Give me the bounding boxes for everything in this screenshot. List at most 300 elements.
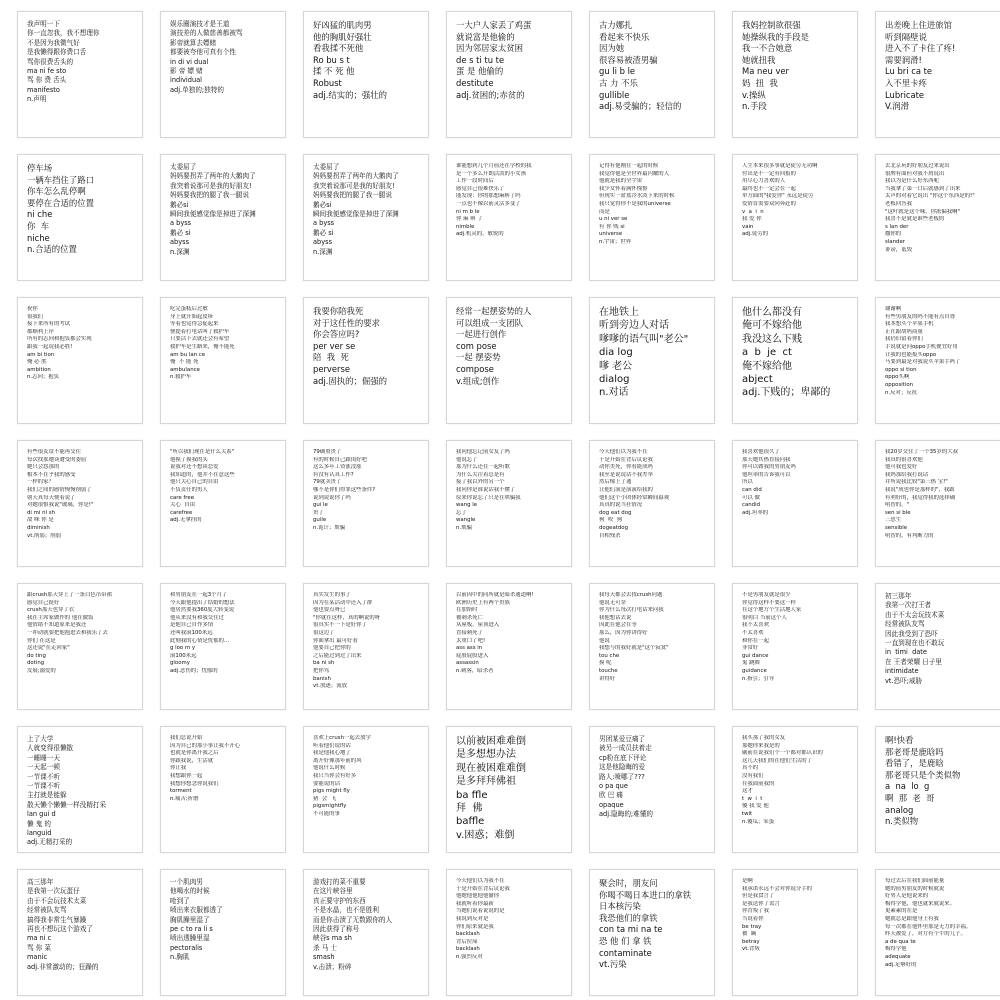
card-text-line: 上了大学 [27,735,54,743]
card-text-line: smash [313,953,335,962]
card-text-line: 他说 [599,637,610,644]
card-text-line: Ma neu ver [742,66,790,77]
card-text-line: adj.隐晦的;难懂的 [599,810,653,819]
card-text-line: 没有我们 [742,772,764,779]
card-text-line: 高三那年 [27,878,54,886]
card-text-line: banish [313,675,331,682]
card-text-line: 我要你陪我死 [313,306,364,316]
card-text-line: 他坦率的告诉我可以 [742,471,791,478]
card-text-line: opposition [885,381,914,388]
card-text-line: dia log [599,347,633,359]
card-text-line: a byss [170,219,192,228]
card-text-line: 鹅必 si [313,228,334,237]
vocab-card [589,11,715,138]
card-text-line: cp粉在底下评论 [599,753,647,762]
card-text-line: 他摸了摸我的头 [170,456,208,463]
card-text-line: 啊!快看 [885,735,914,745]
card-text-line: n.诡计；欺骗 [313,524,346,531]
card-text-line: di mi ni sh [27,509,55,516]
card-text-line: 去北京玩的好朋友过来说出 [885,163,950,169]
card-text-line: 我没这么下贱 [742,333,802,345]
vocab-card [446,583,572,710]
card-text-line: 我一不合她意 [742,43,793,54]
card-text-line: 我不太喜欢 [742,622,769,629]
card-text-line: de s ti tu te [456,54,505,65]
card-text-line: 只要活下去就还会有希望 [170,336,230,343]
card-text-line: 一样的家？ [27,479,54,486]
card-text-line: 撒你的 [885,231,902,238]
card-text-line: guidance [742,667,767,674]
card-text-line: n.刺客，暗杀者 [456,667,494,674]
card-text-line: pigs might fly [313,788,350,795]
card-text-line: 梅得学他，他也就来就说来。 [885,900,956,907]
vocab-card [303,11,429,138]
card-text-line: 搞得我非常生气暴躁 [27,915,87,924]
card-text-line: 他从来没有和我交往过 [170,614,224,621]
card-text-line: v a i n [742,208,764,215]
card-text-line: 我喜不是就是谁些老板的 [885,216,945,223]
vocab-card [303,154,429,281]
card-text-line: 俺可不嫁给他 [742,320,802,332]
card-text-line: 敌 咪 你 是 [27,517,54,524]
card-text-line: 妈妈要我把的腿了我一腿说 [313,191,393,200]
card-text-line: 鹅必si [170,200,189,209]
card-text-line: 付出是不一定有回报的 [742,170,796,177]
card-text-line: universe [599,231,623,238]
card-text-line: vt.污染 [599,959,627,970]
card-text-line: ma ni fe sto [27,67,67,76]
card-text-line: v.组成;创作 [456,375,500,386]
card-text-line: Robust [313,77,342,88]
card-text-line: 于是开始在背后议论我 [599,456,653,463]
card-text-line: 根本不在乎我的感受 [27,471,76,478]
vocab-card [160,869,286,996]
card-text-line: baffle [456,816,485,828]
card-text-line: 由于不太会玩技术菜 [885,610,945,619]
card-text-line: 还叫我滚100米远 [170,629,213,636]
card-text-line: doting [27,660,45,667]
card-text-line: Lubricate [885,89,925,100]
card-text-line: 妈妈要我把的腿了我一腿说 [170,191,250,200]
card-text-line: 79就卖贵了 [313,479,342,486]
card-text-line: t w i t [742,795,763,802]
card-text-line: sen si ble [885,509,911,516]
vocab-card [446,869,572,996]
card-text-line: 古 力 不乐 [599,77,638,88]
card-text-line: 你跟我说，生活就 [170,757,214,764]
card-text-line: 演技差的人做慈善都被骂 [170,29,243,38]
card-text-line: 很这边了 [313,629,335,636]
card-text-line: 太声的对着它说出 "你这个东西是的!" [885,193,975,200]
card-text-line: 一睡睡一天 [27,753,60,762]
card-text-line: ba ni sh [313,660,335,667]
card-text-line: 傻 我 爱 他 [742,803,769,810]
vocab-card [17,11,143,138]
card-text-line: 进入不了卡住了疼! [885,43,956,54]
card-text-line: 太委屈了 [313,163,340,171]
vocab-card [875,583,1000,710]
card-text-line: v.击溃；粉碎 [313,962,352,971]
card-text-line: 以前因中的同所就是暗杀通道啊! [456,592,534,598]
card-text-line: 影帝就算去嫖赌 [170,38,217,47]
card-text-line: 一点也不像以前灵活多变了 [456,200,521,207]
card-text-line: analog [885,804,914,815]
card-text-line: 感觉自己挺好 [27,599,60,606]
card-text-line: 路人:喷哪了??? [599,772,645,781]
card-text-line: 他说什么时候 [313,765,346,772]
card-text-line: sensible [885,524,908,531]
card-text-line: adj.徒劳的 [742,231,769,238]
card-text-line: 我就听着你最新 [456,900,494,907]
card-text-line: 那为什么还在一起听歌 [456,464,510,471]
card-text-line: 那老哥只是个类似物 [885,769,961,780]
card-text-line: touche [599,667,618,674]
card-text-line: 诽谤，诋毁 [885,246,912,253]
card-text-line: 一大户人家丢了鸡蛋 [456,20,532,30]
card-text-line: dog eat dog [599,509,632,516]
card-text-line: 也就是你离开我之后 [170,750,219,757]
card-text-line: adj.无拿挂的 [170,517,202,524]
card-text-line: carefree [170,509,193,516]
card-text-line: 你可以做我的男朋友吗 [742,464,796,471]
card-text-line: 她就总是跟他身上有我 [885,915,939,922]
card-text-line: 我20岁交往了一个35岁的大叔 [885,449,959,455]
card-text-line: manic [27,953,48,962]
card-text-line: 好凶猛的肌肉男 [313,20,372,30]
card-text-line: 你面拿出 最可好看 [313,637,358,644]
card-text-line: 揉 不 死 他 [313,66,355,77]
card-text-line: opaque [599,800,624,809]
card-text-line: v.困惑；难倒 [456,829,515,841]
card-text-line: 说到说说你了吗 [313,494,351,501]
vocab-card [589,297,715,424]
card-text-line: 看起来不快乐 [599,31,650,42]
card-text-line: 都要被夸他可真有个性 [170,48,236,57]
card-text-line: 每一次都在他怀里那是无力的幸福。 [885,923,972,930]
card-text-line: 动你美死，你看能成吗 [599,464,653,471]
card-text-line: 你们 在这是 [27,637,56,644]
card-text-line: vt.恐吓;威胁 [885,676,923,685]
card-text-line: 他居然要我360度大转变说 [170,607,235,614]
card-text-line: 因此在他会在等 [599,622,637,629]
card-text-line: 关心 自由 [170,502,195,509]
card-text-line: 我承诺永远不会对你说分手的 [742,885,813,892]
card-text-line: 是我第一次玩蛋仔 [27,887,80,896]
card-text-line: a na lo g [885,781,930,792]
card-text-line: diminish [27,524,50,531]
card-text-line: adj.非常激动的；狂躁的 [27,962,99,971]
card-text-line: 和你在一起 [742,637,769,644]
card-text-line: 鹅必si [313,200,332,209]
card-text-line: adj.固执的；倔强的 [313,375,388,386]
card-text-line: 经常一起摆姿势的人 [456,306,532,316]
card-text-line: 这几天我们的在他们生活的了 [742,757,813,764]
card-text-line: 并所说我比较"第三热 宝!" [885,479,948,486]
card-text-line: 他的胸肌好强壮 [313,31,372,42]
card-text-line: individual [170,76,202,85]
card-text-line: n.手段 [742,101,767,112]
vocab-card [589,726,715,853]
card-text-line: 很容易被渣男骗 [599,54,658,65]
card-text-line: 鬼 跳舞 [742,660,760,667]
card-text-line: 喷出透臊里湿 [170,934,210,943]
card-text-line: 他她他他他他偷你 [456,893,500,900]
card-text-line: 可以组成一支团队 [456,317,523,328]
vocab-card [732,154,858,281]
card-text-line: 对于这任性的要求 [313,317,380,328]
card-text-line: 当我拿了第一口后就感到了出来 [885,185,961,192]
card-text-line: 直接刺死了 [456,629,483,636]
card-text-line: 说我对还不想谈恋爱 [170,464,219,471]
card-text-line: 但是我食言了 [742,893,775,900]
card-text-line: 男团某爱豆痛了 [599,735,646,743]
card-text-line: a b je ct [742,347,792,359]
card-text-line: s lan der [885,223,909,230]
card-text-line: 一节课不听 [27,772,60,781]
card-text-line: 现在被困难难倒 [456,762,526,774]
card-text-line: 单方面的"我爱你" 永远是徒劳 [742,193,814,200]
card-text-line: adj.单独的;独特的 [170,85,224,94]
vocab-card [589,440,715,567]
card-text-line: pe c to ra li s [170,925,213,934]
card-text-line: ambulance [170,366,200,373]
card-text-line: 朝天真每天便着说了 [27,494,76,501]
card-text-line: 三思生 [885,517,902,524]
card-text-line: 我说"成也你是那样的"，我跟 [885,486,955,493]
card-text-line: 我真的很喜欢他 [885,456,923,463]
card-text-line: ma ni c [27,934,52,943]
card-text-line: 有没有认真工作? [313,471,354,478]
card-text-line: 看我揉不死他 [313,43,364,54]
card-text-line: ba ffle [456,789,488,801]
card-text-line: 她就扭我 [742,54,776,65]
card-text-line: 狗 咬 狗 [599,517,623,524]
card-text-line: 屁股屁股进入 [456,652,489,659]
card-text-line: 古力娜扎 [599,20,633,30]
card-text-line: gloomy [170,660,190,667]
card-text-line: 因为邻居家太贫困 [456,43,523,54]
card-text-line: 而是 [599,208,610,215]
card-text-line: pigsmightfly [313,803,347,810]
card-text-line: n.深渊 [170,247,190,256]
card-text-line: 喜欢上crush一起去放学 [313,735,371,741]
card-text-line: 因为她 [599,43,625,54]
card-text-line: n.指引；引导 [742,675,775,682]
card-text-line: 他也要点呀已 [313,607,346,614]
card-text-line: backlash [456,946,480,953]
card-text-line: compose [456,363,494,374]
card-text-line: 我问你是谁说话我不懂了 [456,486,516,493]
card-text-line: 他什么都没有 [742,307,802,318]
card-text-line: 是多想想办法 [456,749,516,761]
card-text-line: 今天跟他提出了结婚的想法 [170,599,235,606]
card-text-line: 记得有他刚在一起的时候 [599,163,659,169]
card-text-line: 在我面前我的 [742,780,775,787]
card-text-line: 他们这个小团体经常瞬间幕观 [599,494,670,501]
card-text-line: 一节课不听 [27,782,60,791]
card-text-line: 刷前在说我们个一个都对都认识的 [742,750,823,757]
vocab-card [303,297,429,424]
card-text-line: 懒 鬼 的 [27,819,51,828]
card-text-line: 初三那年 [885,592,912,600]
card-text-line: 此刻我的心情是忧郁的... [170,637,230,644]
card-text-line: 我只觉得你不是我的universe [599,200,671,207]
card-text-line: 一天起一顿 [27,763,60,772]
card-text-line: 喷出来衣服都透了 [170,906,223,915]
card-text-line: 陪 我 死 [313,352,349,363]
card-text-line: 经常被队友骂 [885,620,925,629]
card-text-line: 游戏打的菜不重要 [313,878,366,886]
card-text-line: oppo买啊 [885,374,910,381]
card-text-line: 影 帝 嫖 赌 [170,67,203,76]
card-text-line: 当她们说着说说的是 [456,908,505,915]
vocab-card [875,297,1000,424]
card-text-line: 真实发生的事了 [313,592,351,598]
card-text-line: 这是他隐晦的爱 [599,763,646,772]
card-text-line: 嗲嗲的语气叫"老公" [599,333,689,345]
card-text-line: 你觉得这样不要这一样 [742,599,796,606]
card-text-line: 我妈控制欲很强 [742,20,801,30]
vocab-card [160,11,286,138]
card-text-line: 谢谢啊 [885,306,902,312]
card-text-line: 那么，因为你讲得好 [599,629,648,636]
card-text-line: 我知道的，他并不在意这些 [170,471,235,478]
card-text-line: 她操纵我的手段是 [742,31,809,42]
card-text-line: 在 王者荣耀 日子里 [885,657,942,666]
vocab-card [160,154,286,281]
card-text-line: 昨天被爱了，对方有个牛的儿子。 [885,931,966,938]
card-text-line: 啊 那 老 哥 [885,792,935,803]
card-text-line: ass ass in [456,645,483,652]
card-text-line: 那老哥是鹿晗吗 [885,746,944,757]
card-text-line: 骂 你 费 舌头 [27,76,67,85]
card-text-line: 不太喜欢 [742,629,764,636]
card-text-line: 不负责任的男人 [170,486,208,493]
card-text-line: assassin [456,660,479,667]
vocab-card [732,726,858,853]
card-text-line: 有些很友谊不能再交往 [27,449,81,455]
card-text-line: 俺 不 能 死 [170,359,199,366]
card-text-line: 他情绪不知道原来是我还 [27,622,87,629]
card-text-line: 一起 摆姿势 [456,352,501,363]
vocab-card [446,726,572,853]
card-text-line: per ver se [313,340,356,351]
card-text-line: 这还说"在走回家" [27,645,70,652]
card-text-line: 但现实一盆盆冷水泼下来的时候 [599,193,675,200]
card-text-line: 离开好像那年前的风 [313,757,362,764]
card-text-line: 因此获得了称号 [313,925,360,934]
card-text-line: 你一直忽我，我不想理你 [27,29,100,38]
card-text-line: 每次找那她谈遭受的委屈 [27,456,87,463]
card-text-line: 等着也觉得急促起来 [170,321,219,328]
vocab-card [875,440,1000,567]
card-text-line: abyss [313,238,332,247]
card-text-line: 你 麻 痹 了 [456,216,483,223]
card-text-line: 太重口了吧! [456,637,486,644]
card-text-line: 杀 马 士 [313,943,337,952]
card-text-line: 最终也不一定会在一起 [742,185,796,192]
card-text-line: 他只关心自己的自由 [170,479,219,486]
card-text-line: n.类似物 [885,816,919,827]
card-text-line: 手说就是问oppo手机便宜好用 [885,343,958,350]
card-text-line: 是他自己自作多情 [170,622,214,629]
card-text-line: n.强烈反对 [456,953,483,960]
card-text-line: 一起进行创作 [456,329,507,340]
card-text-line: 我只当你会有好多 [313,772,357,779]
card-text-line: adj.坦率的 [742,509,769,516]
card-text-line: 他要自己把你的 [313,645,351,652]
card-text-line: in timi date [885,648,927,657]
card-text-line: 讲得好 [599,675,616,682]
card-text-line: am bu lan ce [170,351,206,358]
card-text-line: 你会答应吗? [313,329,360,340]
card-text-line: 俺不嫁给他 [742,360,792,372]
card-text-line: candid [742,502,761,509]
card-text-line: 我喜欢他很久了 [742,449,780,455]
card-text-line: 你 车 [27,220,50,231]
card-text-line: 再也不想玩这个游戏了 [27,925,93,934]
card-text-line: vt.放逐；流放 [313,683,347,690]
card-text-line: 摸 呢 [599,660,612,667]
card-text-line: ni che [27,209,53,220]
card-text-line: 欧洲历史上有两个贵族 [456,599,510,606]
vocab-card [160,297,286,424]
card-text-line: 我想你想念你说我们 [170,780,219,787]
vocab-card [303,869,429,996]
card-text-line: 就说富是他偷的 [456,31,515,42]
card-text-line: 发展;溺爱的 [27,667,56,674]
card-text-line: 看错了，是鹿晗 [885,758,944,769]
card-text-line: 不可能的事 [313,810,340,817]
card-text-line: 我以为是什么好东西呢 [885,178,939,185]
card-text-line: 听到旁边人对话 [599,320,669,332]
card-text-line: 蛋 是 他偷的 [456,66,504,77]
vocab-card [160,583,286,710]
vocab-card [875,726,1000,853]
card-text-line: 跟crush那天穿上了一条白色吊带裙 [27,592,112,598]
card-text-line: 胸肌臊里湿了 [170,915,210,924]
card-text-line: 我本想买个苹果手机 [885,321,934,328]
vocab-card [17,583,143,710]
card-text-line: "所以我们现在是什么关系" [170,449,235,455]
card-text-line: 峡谷s ma sh [313,934,352,943]
card-text-line: 散天懒个懒懒一样没精打采 [27,800,107,809]
card-text-line: lan gui d [27,810,56,819]
card-text-line: 因为在某活动中还入了群 [313,599,373,606]
card-text-line: betray [742,938,760,945]
card-text-line: 骂 你 菜 [27,943,51,952]
vocab-card [589,154,715,281]
card-text-line: 吃完蛋糕后过敏 [170,306,208,312]
card-text-line: n.欺骗 [456,524,472,531]
card-text-line: n.志向；抱负 [27,374,60,381]
card-text-line: n.救护车 [170,374,192,381]
card-text-line: 每过去后在我们面前能量 [885,878,945,884]
card-text-line: be tray [742,923,762,930]
card-text-line: ambition [27,366,51,373]
card-text-line: 当说着你 [742,915,764,922]
card-text-line: 需要润滑! [885,54,922,65]
card-text-line: 要停在合适的位置 [27,197,94,208]
card-text-line: twit [742,810,753,817]
card-text-line: 你们原来就是我 [456,923,494,930]
card-text-line: adj.易受骗的；轻信的 [599,101,682,112]
card-text-line: crush那天也穿了衣 [27,607,75,614]
card-text-line: ni m b le [456,208,480,215]
card-text-line: n.反对；反抗 [885,389,918,396]
card-text-line: 我买那了我的女友 [742,735,786,741]
card-text-line: 停车场 [27,163,53,173]
